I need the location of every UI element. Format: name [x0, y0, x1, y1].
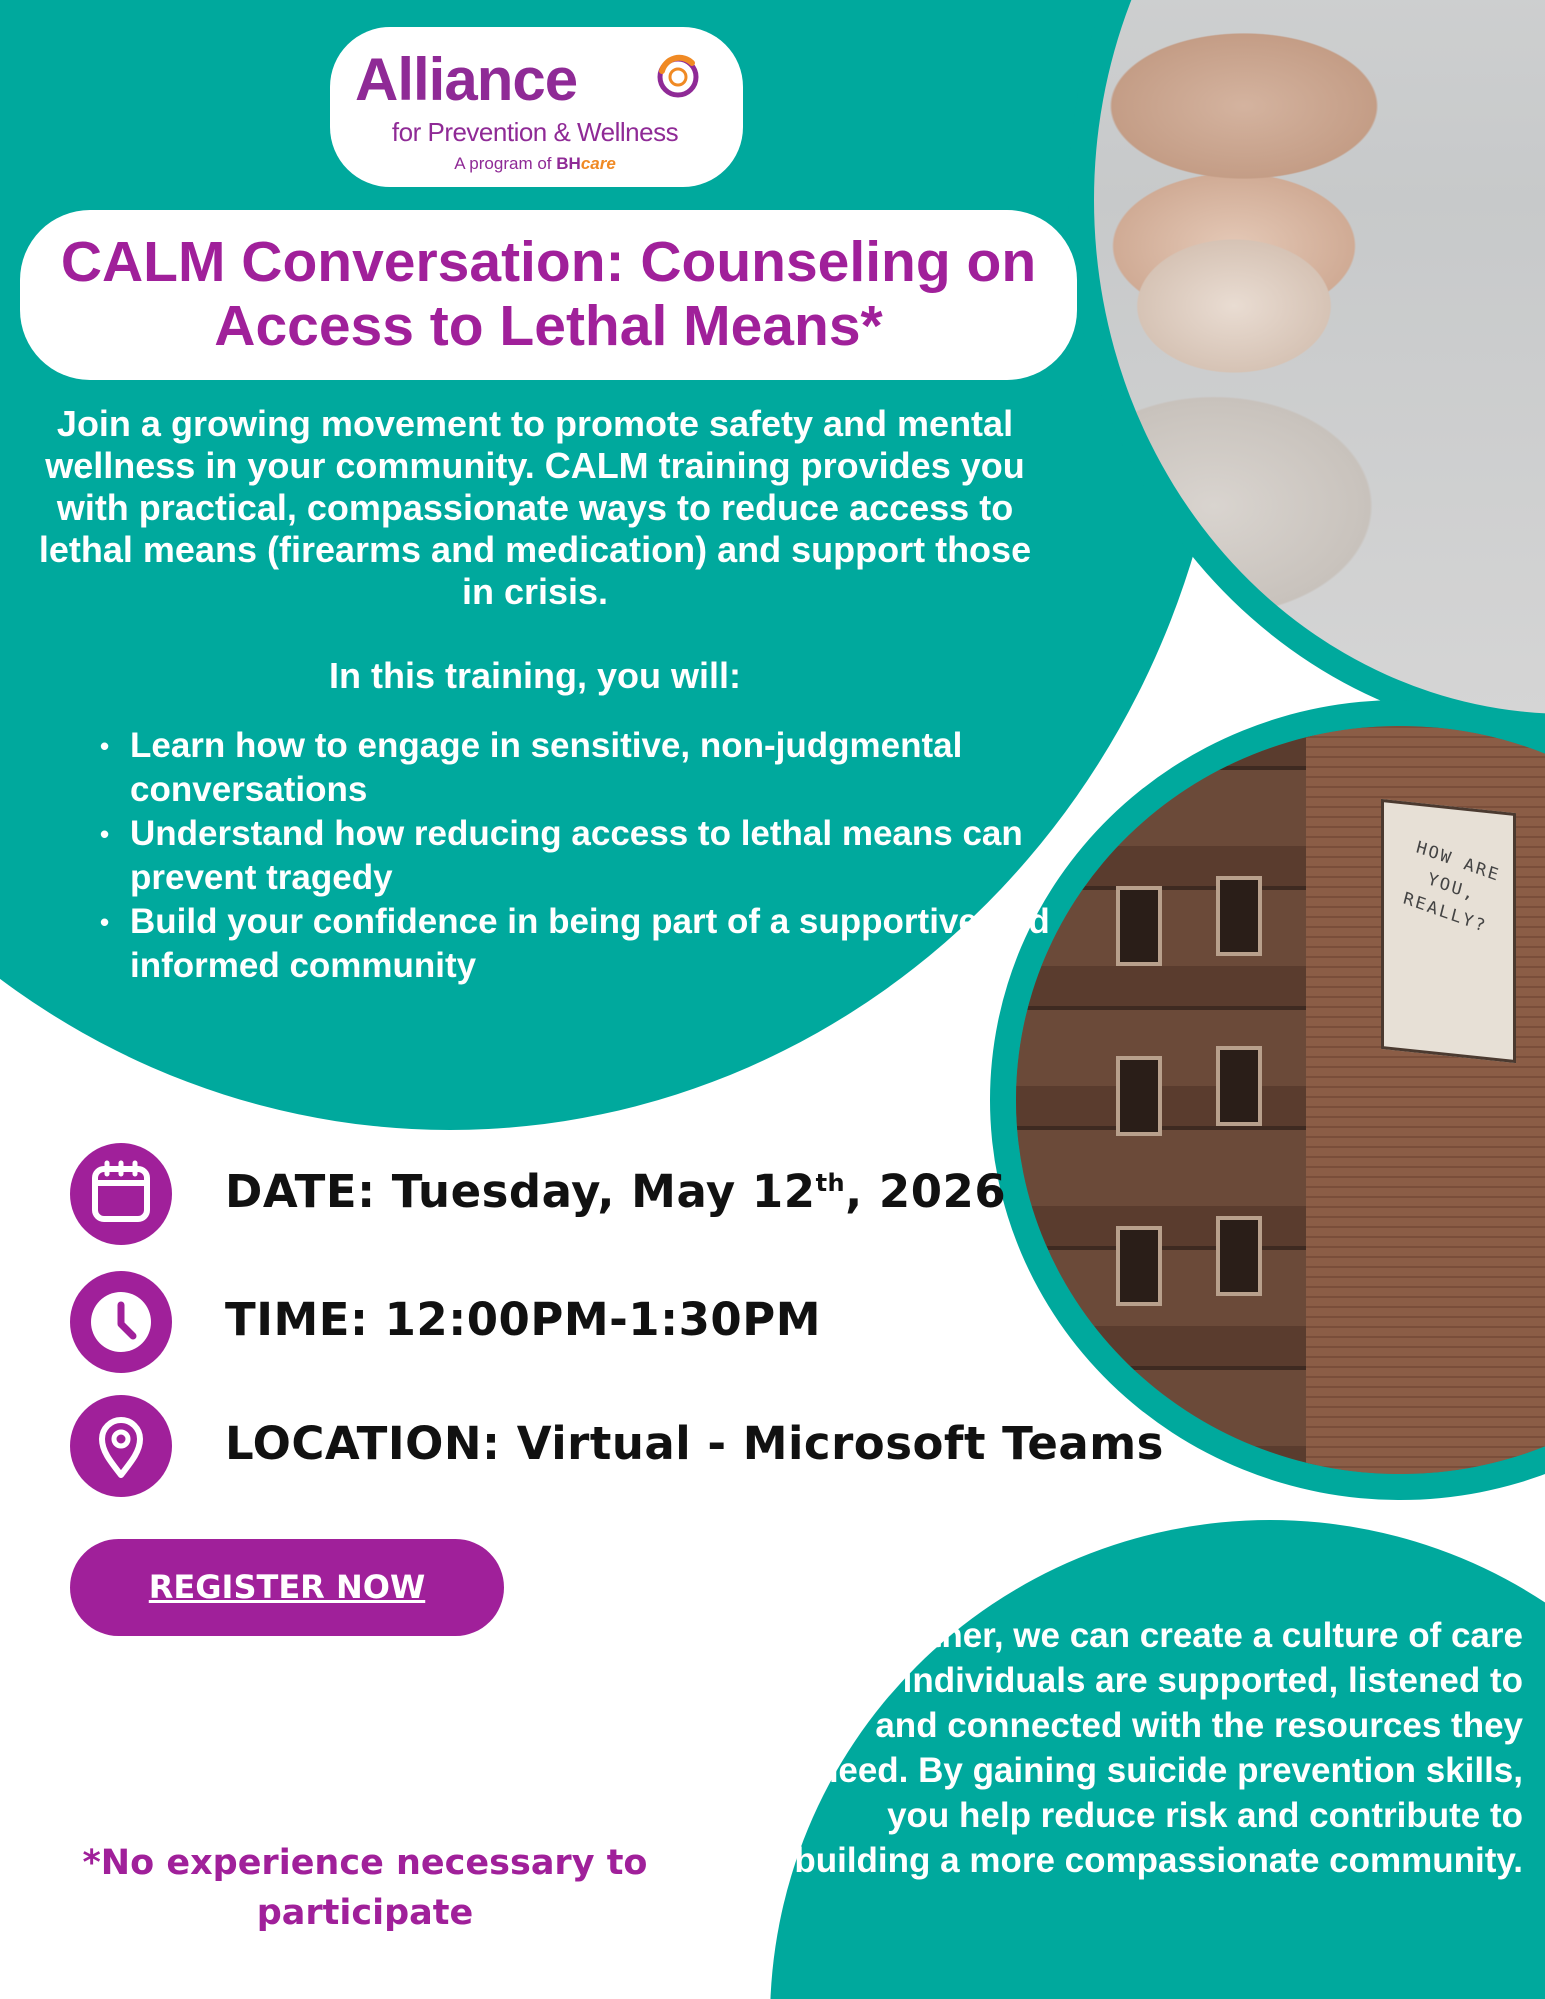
event-date: [225, 1165, 1006, 1218]
logo-name: Alliance: [355, 46, 578, 113]
building-photo: [990, 700, 1545, 1500]
bullet-item: • Understand how reducing access to lethal means can prevent tragedy: [100, 812, 1060, 900]
logo-subtitle: for Prevention & Wellness: [391, 117, 679, 147]
logo-program-line: [355, 154, 715, 174]
event-location: LOCATION: Virtual - Microsoft Teams: [225, 1417, 1164, 1470]
clock-icon: [70, 1271, 172, 1373]
page-title: CALM Conversation: Counseling on Access to Lethal Means*: [60, 230, 1037, 358]
logo: [330, 27, 743, 187]
date-year: , 2026: [845, 1165, 1007, 1218]
date-label: DATE: Tuesday, May 12: [225, 1165, 816, 1218]
date-ordinal: th: [815, 1169, 846, 1197]
register-button[interactable]: REGISTER NOW: [70, 1539, 504, 1636]
bullet-item: • Build your confidence in being part of a supportive and informed community: [100, 900, 1060, 988]
intro-paragraph: Join a growing movement to promote safety and mental wellness in your community. CALM training provides you with practical, compassionate ways to reduce access to lethal means (firearms and medication) and support those in crisis.: [38, 403, 1032, 612]
closing-statement: Together, we can create a culture of care where individuals are supported, listened to and connected with the resources they need. By gaining suicide prevention skills, you help reduce risk and contribute to building a more compassionate community.: [791, 1616, 1523, 1880]
event-time: TIME: 12:00PM-1:30PM: [225, 1293, 821, 1346]
bullet-item: • Learn how to engage in sensitive, non-judgmental conversations: [100, 724, 1060, 812]
location-pin-icon: [70, 1395, 172, 1497]
calendar-icon: [70, 1143, 172, 1245]
logo-care: care: [580, 154, 616, 173]
billboard-text: HOW ARE YOU, REALLY?: [1401, 837, 1503, 938]
logo-program-prefix: A program of: [454, 154, 557, 173]
swirl-logo-icon: [652, 51, 704, 103]
training-heading: In this training, you will:: [329, 655, 741, 696]
logo-bh: BH: [556, 154, 581, 173]
footnote: *No experience necessary to participate: [82, 1843, 648, 1933]
title-banner: [20, 210, 1077, 380]
training-bullets: [100, 724, 1060, 988]
billboard: [1381, 799, 1516, 1063]
